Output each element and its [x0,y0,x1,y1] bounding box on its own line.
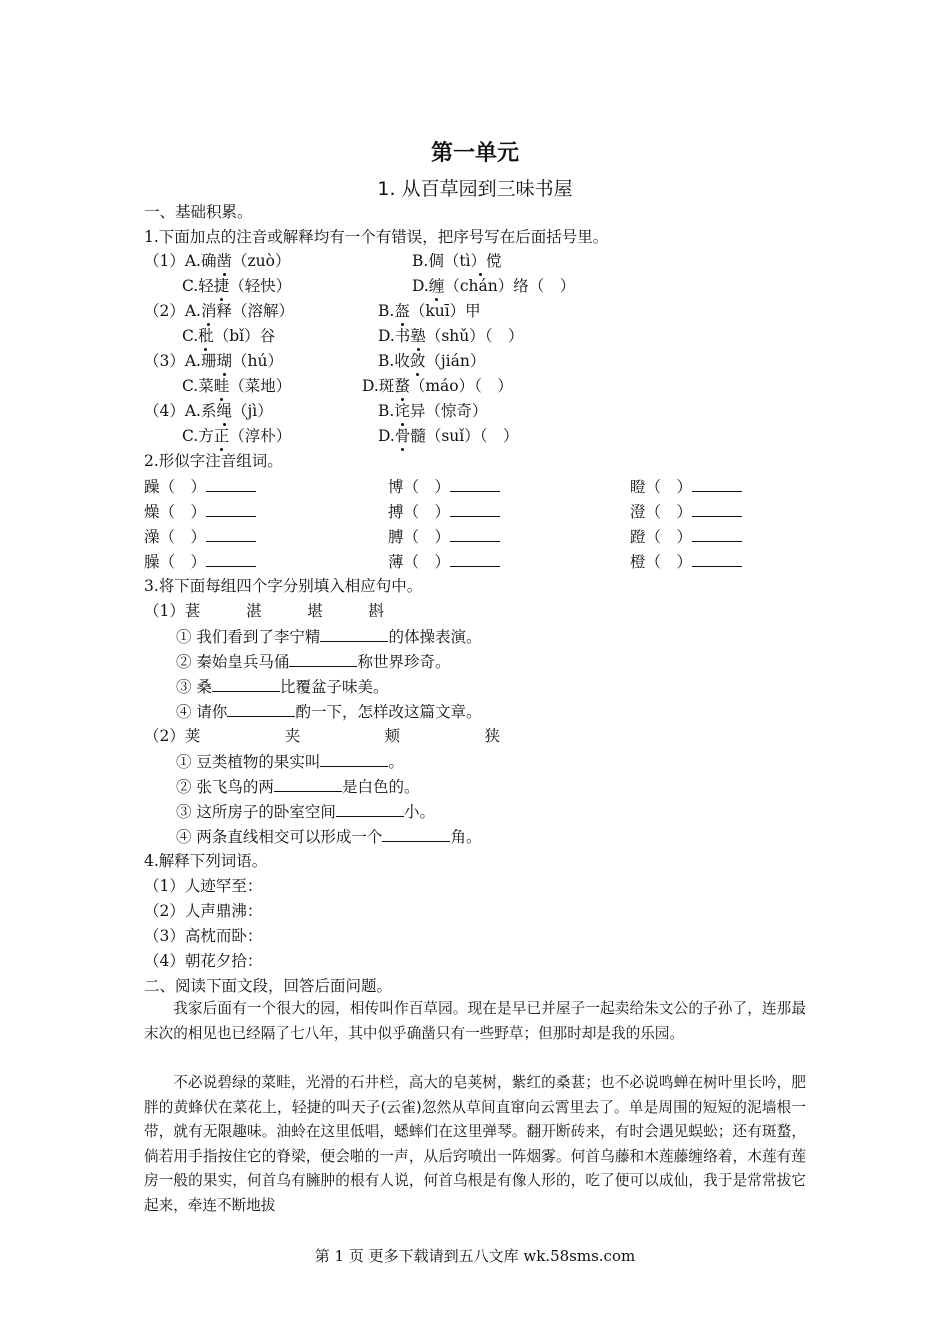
q4-item-4: （4）朝花夕拾： [144,952,263,970]
q1-prompt: 1.下面加点的注音或解释均有一个有错误，把序号写在后面括号里。 [144,228,609,246]
q3-group1-chars: （1）葚 湛 堪 斟 [144,602,384,620]
q1-g2-option-c: C.秕（bǐ）谷 [182,327,276,345]
q3-g1-sentence-4: ④ 请你 酌一下，怎样改这篇文章。 [176,703,482,721]
section1-heading: 一、基础积累。 [144,203,253,221]
q2-r2-c1: 燥（ ） [144,501,256,522]
unit-title: 第一单元 [430,141,519,166]
q2-r4-c1: 臊（ ） [144,551,256,572]
q2-r2-c2: 搏（ ） [388,501,500,522]
q3-g2-sentence-3: ③ 这所房子的卧室空间 小。 [176,803,435,821]
lesson-title: 1. 从百草园到三味书屋 [377,178,573,200]
q3-prompt: 3.将下面每组四个字分别填入相应句中。 [144,577,423,595]
q2-r1-c1: 躁（ ） [144,476,256,497]
q3-g1-sentence-2: ② 秦始皇兵马俑 称世界珍奇。 [176,653,451,671]
q3-g1-sentence-1: ① 我们看到了李宁精 的体操表演。 [176,628,482,646]
q1-g1-option-b: B.倜（tì）傥 [412,252,502,270]
q2-r4-c3: 橙（ ） [630,551,742,572]
q2-r3-c2: 膊（ ） [388,526,500,547]
q2-r1-c2: 博（ ） [388,476,500,497]
page-footer: 第 1 页 更多下载请到五八文库 wk.58sms.com [314,1247,636,1265]
q3-group2-chars: （2）荚 夹 颊 狭 [144,727,500,745]
passage-paragraph-2: 不必说碧绿的菜畦，光滑的石井栏，高大的皂荚树，紫红的桑葚；也不必说鸣蝉在树叶里长吟，肥胖的黄蜂伏在菜花上，轻捷的叫天子(云雀)忽然从草间直窜向云霄里去了。单是周围的短短的泥墙根一带，就有无限趣味。油蛉在这里低唱，蟋蟀们在这里弹琴。翻开断砖来，有时会遇见蜈蚣；还有斑蝥，倘若用手指按住它的脊梁，便会啪的一声，从后窍喷出一阵烟雾。何首乌藤和木莲藤缠络着，木莲有莲房一般的果实，何首乌有臃肿的根有人说，何首乌根是有像人形的，吃了便可以成仙，我于是常常拔它起来，牵连不断地拔 [144,1074,806,1214]
q3-g2-sentence-2: ② 张飞鸟的两 是白色的。 [176,778,420,796]
q2-r4-c2: 薄（ ） [388,551,500,572]
q1-g4-option-c: C.方正（淳朴） [182,427,292,445]
q1-g3-option-c: C.菜畦（菜地） [182,377,292,395]
q4-prompt: 4.解释下列词语。 [144,852,268,870]
q2-r1-c3: 瞪（ ） [630,476,742,497]
passage-paragraph-1: 我家后面有一个很大的园，相传叫作百草园。现在是早已并屋子一起卖给朱文公的子孙了，连那最末次的相见也已经隔了七八年，其中似乎确凿只有一些野草；但那时却是我的乐园。 [144,1000,806,1042]
q4-item-1: （1）人迹罕至： [144,877,263,895]
q2-r2-c3: 澄（ ） [630,501,742,522]
q1-g2-option-b: B.盔（kuī）甲 [378,302,481,320]
q1-g2-option-d: D.书塾（shǔ）（ ） [378,327,524,345]
q1-g4-option-b: B.诧异（惊奇） [378,402,488,420]
q3-g2-sentence-4: ④ 两条直线相交可以形成一个 角。 [176,828,482,846]
q1-g4-option-d: D.骨髓（suǐ）（ ） [378,427,519,445]
q2-r3-c1: 澡（ ） [144,526,256,547]
q1-g3-option-b: B.收敛（jián） [378,352,486,370]
q1-g1-option-a: （1）A.确凿（zuò） [144,252,291,270]
section2-heading: 二、阅读下面文段，回答后面问题。 [144,977,393,995]
q4-item-2: （2）人声鼎沸： [144,902,263,920]
q1-g2-option-a: （2）A.消释（溶解） [144,302,295,320]
q2-r3-c3: 蹬（ ） [630,526,742,547]
q2-prompt: 2.形似字注音组词。 [144,452,283,470]
q1-g1-option-c: C.轻捷（轻快） [182,277,292,295]
q1-g4-option-a: （4）A.系绳（jì） [144,402,273,420]
q1-g3-option-d: D.斑蝥（máo）（ ） [362,377,513,395]
q3-g2-sentence-1: ① 豆类植物的果实叫 。 [176,753,404,771]
q1-g3-option-a: （3）A.珊瑚（hú） [144,352,283,370]
q1-g1-option-d: D.缠（chán）络（ ） [412,277,576,295]
q3-g1-sentence-3: ③ 桑 比覆盆子味美。 [176,678,389,696]
q4-item-3: （3）高枕而卧： [144,927,263,945]
